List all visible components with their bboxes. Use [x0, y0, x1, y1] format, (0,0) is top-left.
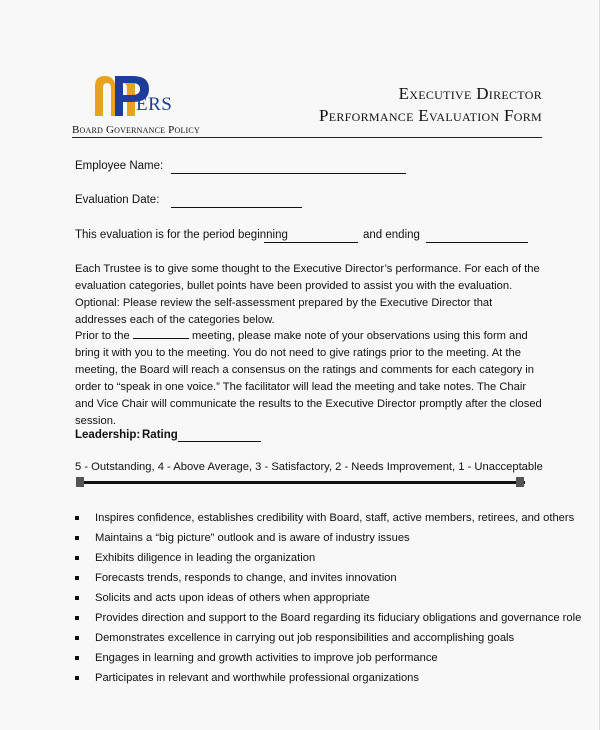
meeting-date-field[interactable]	[133, 327, 189, 339]
meeting-text-before: Prior to the	[75, 330, 130, 342]
list-item	[75, 590, 581, 610]
criteria-text: Inspires confidence, establishes credibility with Board, staff, active members, retirees, and others	[95, 512, 575, 524]
evaluation-date-field[interactable]	[171, 207, 302, 208]
meeting-paragraph	[75, 327, 545, 430]
rating-label: Rating	[142, 429, 178, 441]
meeting-text-after: meeting, please make note of your observations using this form and bring it with you to the meeting. You do not need to give ratings prior to the meeting. At the meeting, the Board will reach a consensus on the ratings and comments for each category in order to “speak in one voice.” The facilitator will lead the meeting and take notes. The Chair and Vice Chair will communicate the results to the Executive Director promptly after the closed session.	[75, 330, 542, 427]
list-item	[75, 610, 581, 630]
list-item	[75, 630, 581, 650]
bullet-icon	[75, 536, 79, 540]
bullet-icon	[75, 596, 79, 600]
divider-cap-right	[516, 477, 524, 487]
rating-scale: 5 - Outstanding, 4 - Above Average, 3 - Satisfactory, 2 - Needs Improvement, 1 - Unacceptable	[75, 461, 543, 473]
criteria-text: Solicits and acts upon ideas of others when appropriate	[95, 592, 370, 604]
criteria-text: Demonstrates excellence in carrying out job responsibilities and accomplishing goals	[95, 632, 515, 644]
title-line-1: Executive Director	[398, 84, 542, 103]
period-end-field[interactable]	[426, 242, 528, 243]
bullet-icon	[75, 616, 79, 620]
criteria-text: Exhibits diligence in leading the organization	[95, 552, 316, 564]
bullet-icon	[75, 576, 79, 580]
criteria-text: Provides direction and support to the Board regarding its fiduciary obligations and governance role	[95, 612, 582, 624]
criteria-text: Forecasts trends, responds to change, and invites innovation	[95, 572, 397, 584]
period-label: This evaluation is for the period beginning	[75, 229, 288, 241]
list-item	[75, 550, 581, 570]
instructions-paragraph: Each Trustee is to give some thought to the Executive Director’s performance. For each of the evaluation categories, bullet points have been provided to assist you with the evaluation. Optional: Please review the self-assessment prepared by the Executive Director that addresses each of the categories below.	[75, 263, 540, 326]
bullet-icon	[75, 636, 79, 640]
bullet-icon	[75, 516, 79, 520]
policy-label: Board Governance Policy	[72, 124, 200, 136]
bullet-icon	[75, 656, 79, 660]
logo-wordmark: ERS	[136, 94, 173, 115]
list-item	[75, 570, 581, 590]
rating-field[interactable]	[178, 441, 261, 442]
list-item	[75, 650, 581, 670]
employee-name-label: Employee Name:	[75, 160, 164, 172]
evaluation-date-label: Evaluation Date:	[75, 194, 160, 206]
title-line-2: Performance Evaluation Form	[318, 106, 542, 125]
criteria-list	[75, 510, 581, 690]
bullet-icon	[75, 556, 79, 560]
section-heading: Leadership:	[75, 429, 141, 441]
divider-cap-left	[76, 477, 84, 487]
bullet-icon	[75, 676, 79, 680]
and-ending-label: and ending	[363, 229, 420, 241]
list-item	[75, 670, 581, 690]
criteria-text: Participates in relevant and worthwhile professional organizations	[95, 672, 419, 684]
criteria-text: Engages in learning and growth activities to improve job performance	[95, 652, 438, 664]
header-divider	[72, 137, 542, 138]
list-item	[75, 510, 581, 530]
list-item	[75, 530, 581, 550]
criteria-text: Maintains a “big picture” outlook and is aware of industry issues	[95, 532, 410, 544]
period-start-field[interactable]	[264, 242, 358, 243]
employee-name-field[interactable]	[171, 173, 406, 174]
section-divider-bar	[77, 481, 525, 484]
